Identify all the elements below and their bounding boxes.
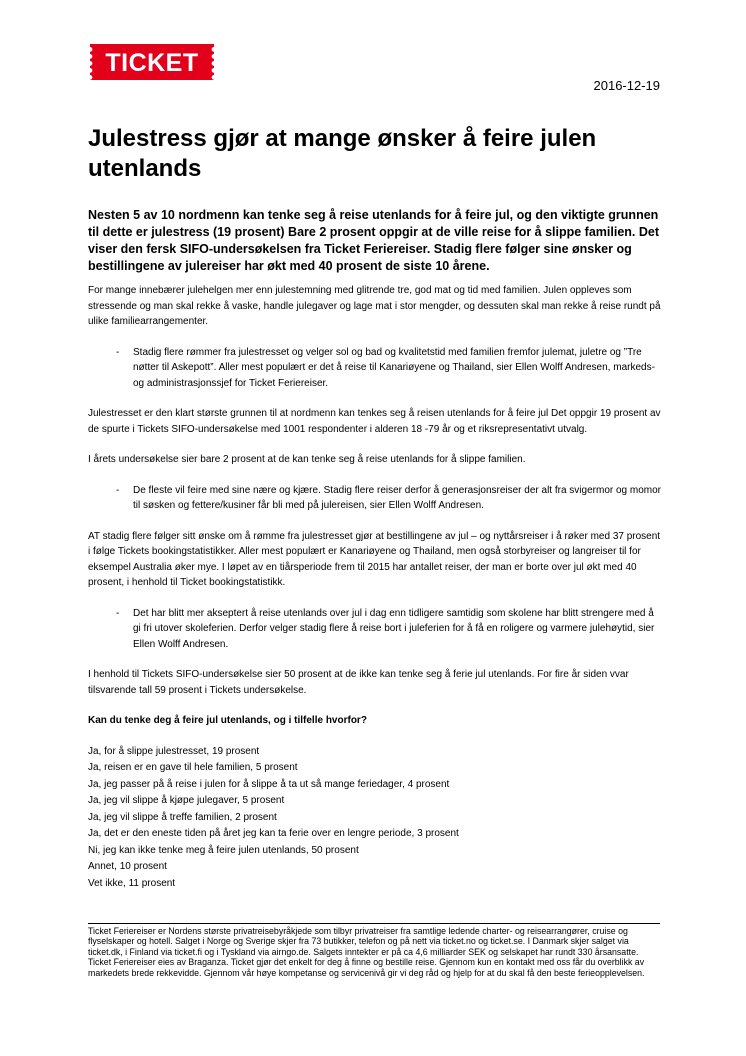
bullet-marker: -: [116, 484, 120, 496]
body-paragraph: For mange innebærer julehelgen mer enn julestemning med glitrende tre, god mat og tid med familien. Julen oppleves som stressende og man skal rekke å vaske, handle julegaver og lage mat i stor mengder, og dessuten skal man rekke å reise rundt på ulike familiearrangementer.: [88, 285, 661, 327]
body-paragraph: I henhold til Tickets SIFO-undersøkelse sier 50 prosent at de ikke kan tenke seg å ferie jul utenlands. For fire år siden vvar tilsvarende tall 59 prosent i Tickets undersøkelse.: [88, 669, 629, 696]
bullet-marker: -: [116, 346, 120, 358]
quote-bullet: [88, 345, 663, 392]
quote-text: Stadig flere rømmer fra julestresset og velger sol og bad og kvalitetstid med familien fremfor julemat, juletre og ”Tre nøtter til Askepott”. Aller mest populært er det å reise til Kanariøyene og Thailand, sier Ellen Wolff Andresen, markeds- og administrasjonssjef for Ticket Feriereiser.: [133, 346, 655, 389]
survey-answer: Ja, jeg passer på å reise i julen for å slippe å ta ut så mange feriedager, 4 prosent: [88, 778, 450, 790]
quote-text: Det har blitt mer akseptert å reise utenlands over jul i dag enn tidligere samtidig som skolene har blitt strengere med å gi fri utover skoleferien. Derfor velger stadig flere å reise bort i juleferien for å få en roligere og varmere julehøytid, sier Ellen Wolff Andresen.: [133, 607, 655, 650]
article-body: [88, 283, 663, 892]
survey-answer: Ja, jeg vil slippe å kjøpe julegaver, 5 prosent: [88, 795, 285, 806]
body-paragraph: AT stadig flere følger sitt ønske om å rømme fra julestresset gjør at bestillingene av jul – og nyttårsreiser i å røker med 37 prosent i følge Tickets bookingstatistikker. Aller mest populært er Kanariøyene og Thailand, men også storbyreiser og langreiser til for eksempel Australia øker mye. I løpet av en tiårsperiode frem til 2015 har antallet reiser, der man er borte over jul økt med 40 prosent, i henhold til Ticket bookingstatistikk.: [88, 530, 661, 588]
body-paragraph: I årets undersøkelse sier bare 2 prosent at de kan tenke seg å reise utenlands for å slippe familien.: [88, 454, 526, 465]
ticket-logo: [88, 44, 216, 80]
quote-text: De fleste vil feire med sine nære og kjære. Stadig flere reiser derfor å generasjonsreiser der alt fra svigermor og momor til søsken og fettere/kusiner får bli med på julereisen, sier Ellen Wolff Andresen.: [133, 484, 661, 511]
survey-question: Kan du tenke deg å feire jul utenlands, og i tilfelle hvorfor?: [88, 715, 367, 726]
quote-bullet: [88, 606, 663, 653]
survey-answers: [88, 744, 663, 892]
footer-divider: [88, 923, 660, 924]
quote-bullet: [88, 483, 663, 514]
company-boilerplate: Ticket Feriereiser er Nordens største privatreisebyråkjede som tilbyr privatreiser fra samtlige ledende charter- og reisearrangører, cruise og flyselskaper og hotell. Salget i Norge og Sverige skjer fra 73 butikker, telefon og på nett via ticket.no og ticket.se. I Danmark skjer salget via ticket.dk, i Finland via ticket.fi og i Tyskland via airngo.de. Salgets inntekter er på ca 4,6 milliarder SEK og selskapet har rundt 330 årsansatte. Ticket Feriereiser eies av Braganza. Ticket gjør det enkelt for deg å finne og bestille reise. Gjennom kun en kontakt med oss får du overblikk av markedets brede rekkevidde. Gjennom vår høye kompetanse og servicenivå gir vi deg råd og hjelp for at du skal få den beste ferieopplevelsen.: [88, 926, 645, 978]
survey-answer: Ni, jeg kan ikke tenke meg å feire julen utenlands, 50 prosent: [88, 844, 359, 856]
logo-text: TICKET: [105, 49, 199, 77]
survey-answer: Ja, reisen er en gave til hele familien, 5 prosent: [88, 762, 298, 773]
page-title: Julestress gjør at mange ønsker å feire julen utenlands: [88, 125, 597, 182]
lead-paragraph: Nesten 5 av 10 nordmenn kan tenke seg å reise utenlands for å feire jul, og den viktigte grunnen til dette er julestress (19 prosent) Bare 2 prosent oppgir at de ville reise for å slippe familien. Det viser den fersk SIFO-undersøkelsen fra Ticket Feriereiser. Stadig flere følger sine ønsker og bestillingene av julereiser har økt med 40 prosent de siste 10 årene.: [88, 208, 660, 273]
survey-answer: Vet ikke, 11 prosent: [88, 877, 176, 889]
survey-answer: Ja, for å slippe julestresset, 19 prosent: [88, 745, 260, 757]
survey-answer: Ja, det er den eneste tiden på året jeg kan ta ferie over en lengre periode, 3 prosent: [88, 828, 459, 839]
bullet-marker: -: [116, 607, 120, 619]
document-date: 2016-12-19: [593, 78, 660, 93]
body-paragraph: Julestresset er den klart største grunnen til at nordmenn kan tenkes seg å reisen utenlands for å feire jul Det oppgir 19 prosent av de spurte i Tickets SIFO-undersøkelse med 1001 respondenter i alderen 18 -79 år og et riksrepresentativt utvalg.: [88, 408, 661, 435]
survey-answer: Ja, jeg vil slippe å treffe familien, 2 prosent: [88, 811, 277, 823]
survey-answer: Annet, 10 prosent: [88, 861, 167, 872]
